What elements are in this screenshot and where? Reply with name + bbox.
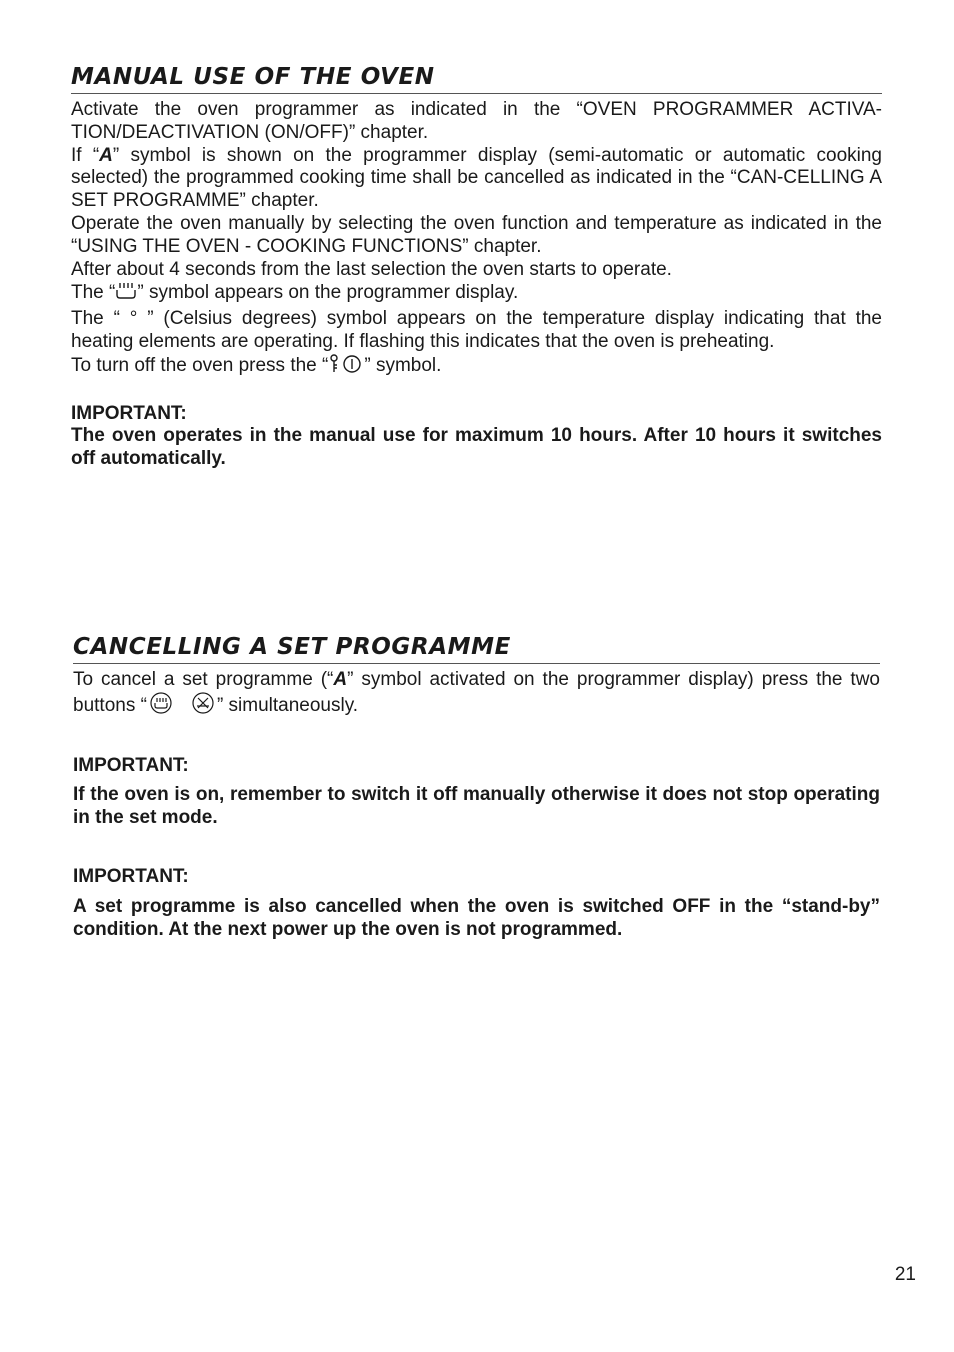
important-label: IMPORTANT: [73, 865, 189, 887]
important-note: If the oven is on, remember to switch it off manually otherwise it does not stop operating in the set mode. [73, 784, 880, 829]
paragraph: Activate the oven programmer as indicated in the “OVEN PROGRAMMER ACTIVA-TION/DEACTIVATION (ON/OFF)” chapter. [71, 99, 882, 143]
key-power-icon [328, 354, 364, 381]
paragraph: To cancel a set programme (“A” symbol activated on the programmer display) press the two buttons “ ” simultaneously. [73, 669, 880, 721]
section-manual-use [71, 64, 882, 471]
manual-button-icon [147, 692, 175, 721]
important-label: IMPORTANT: [71, 402, 187, 424]
section-body [73, 669, 880, 941]
paragraph: The “ ° ” (Celsius degrees) symbol appears on the temperature display indicating that the heating elements are operating. If flashing this indicates that the oven is preheating. [71, 308, 882, 352]
paragraph: If “A” symbol is shown on the programmer display (semi-automatic or automatic cooking selected) the programmed cooking time shall be cancelled as indicated in the “CAN-CELLING A SET PROGRAMME” chapter. [71, 144, 882, 212]
automatic-symbol: A [99, 144, 113, 166]
important-note: A set programme is also cancelled when the oven is switched OFF in the “stand-by” condition. At the next power up the oven is not programmed. [73, 895, 880, 940]
end-cooking-button-icon [189, 692, 217, 721]
paragraph: To turn off the oven press the “ ” symbol. [71, 354, 882, 381]
section-body [71, 99, 882, 471]
automatic-symbol: A [333, 669, 348, 690]
important-note: The oven operates in the manual use for maximum 10 hours. After 10 hours it switches off automatically. [71, 425, 882, 470]
section-cancelling-programme [73, 634, 880, 941]
page-number: 21 [894, 1264, 916, 1285]
important-label: IMPORTANT: [73, 754, 189, 776]
paragraph: The “ ” symbol appears on the programmer display. [71, 281, 882, 308]
section-title: CANCELLING A SET PROGRAMME [73, 634, 880, 664]
section-title: MANUAL USE OF THE OVEN [71, 64, 882, 94]
paragraph: After about 4 seconds from the last selection the oven starts to operate. [71, 258, 672, 280]
manual-cooking-icon [115, 281, 137, 308]
paragraph: Operate the oven manually by selecting the oven function and temperature as indicated in the “USING THE OVEN - COOKING FUNCTIONS” chapter. [71, 212, 882, 257]
